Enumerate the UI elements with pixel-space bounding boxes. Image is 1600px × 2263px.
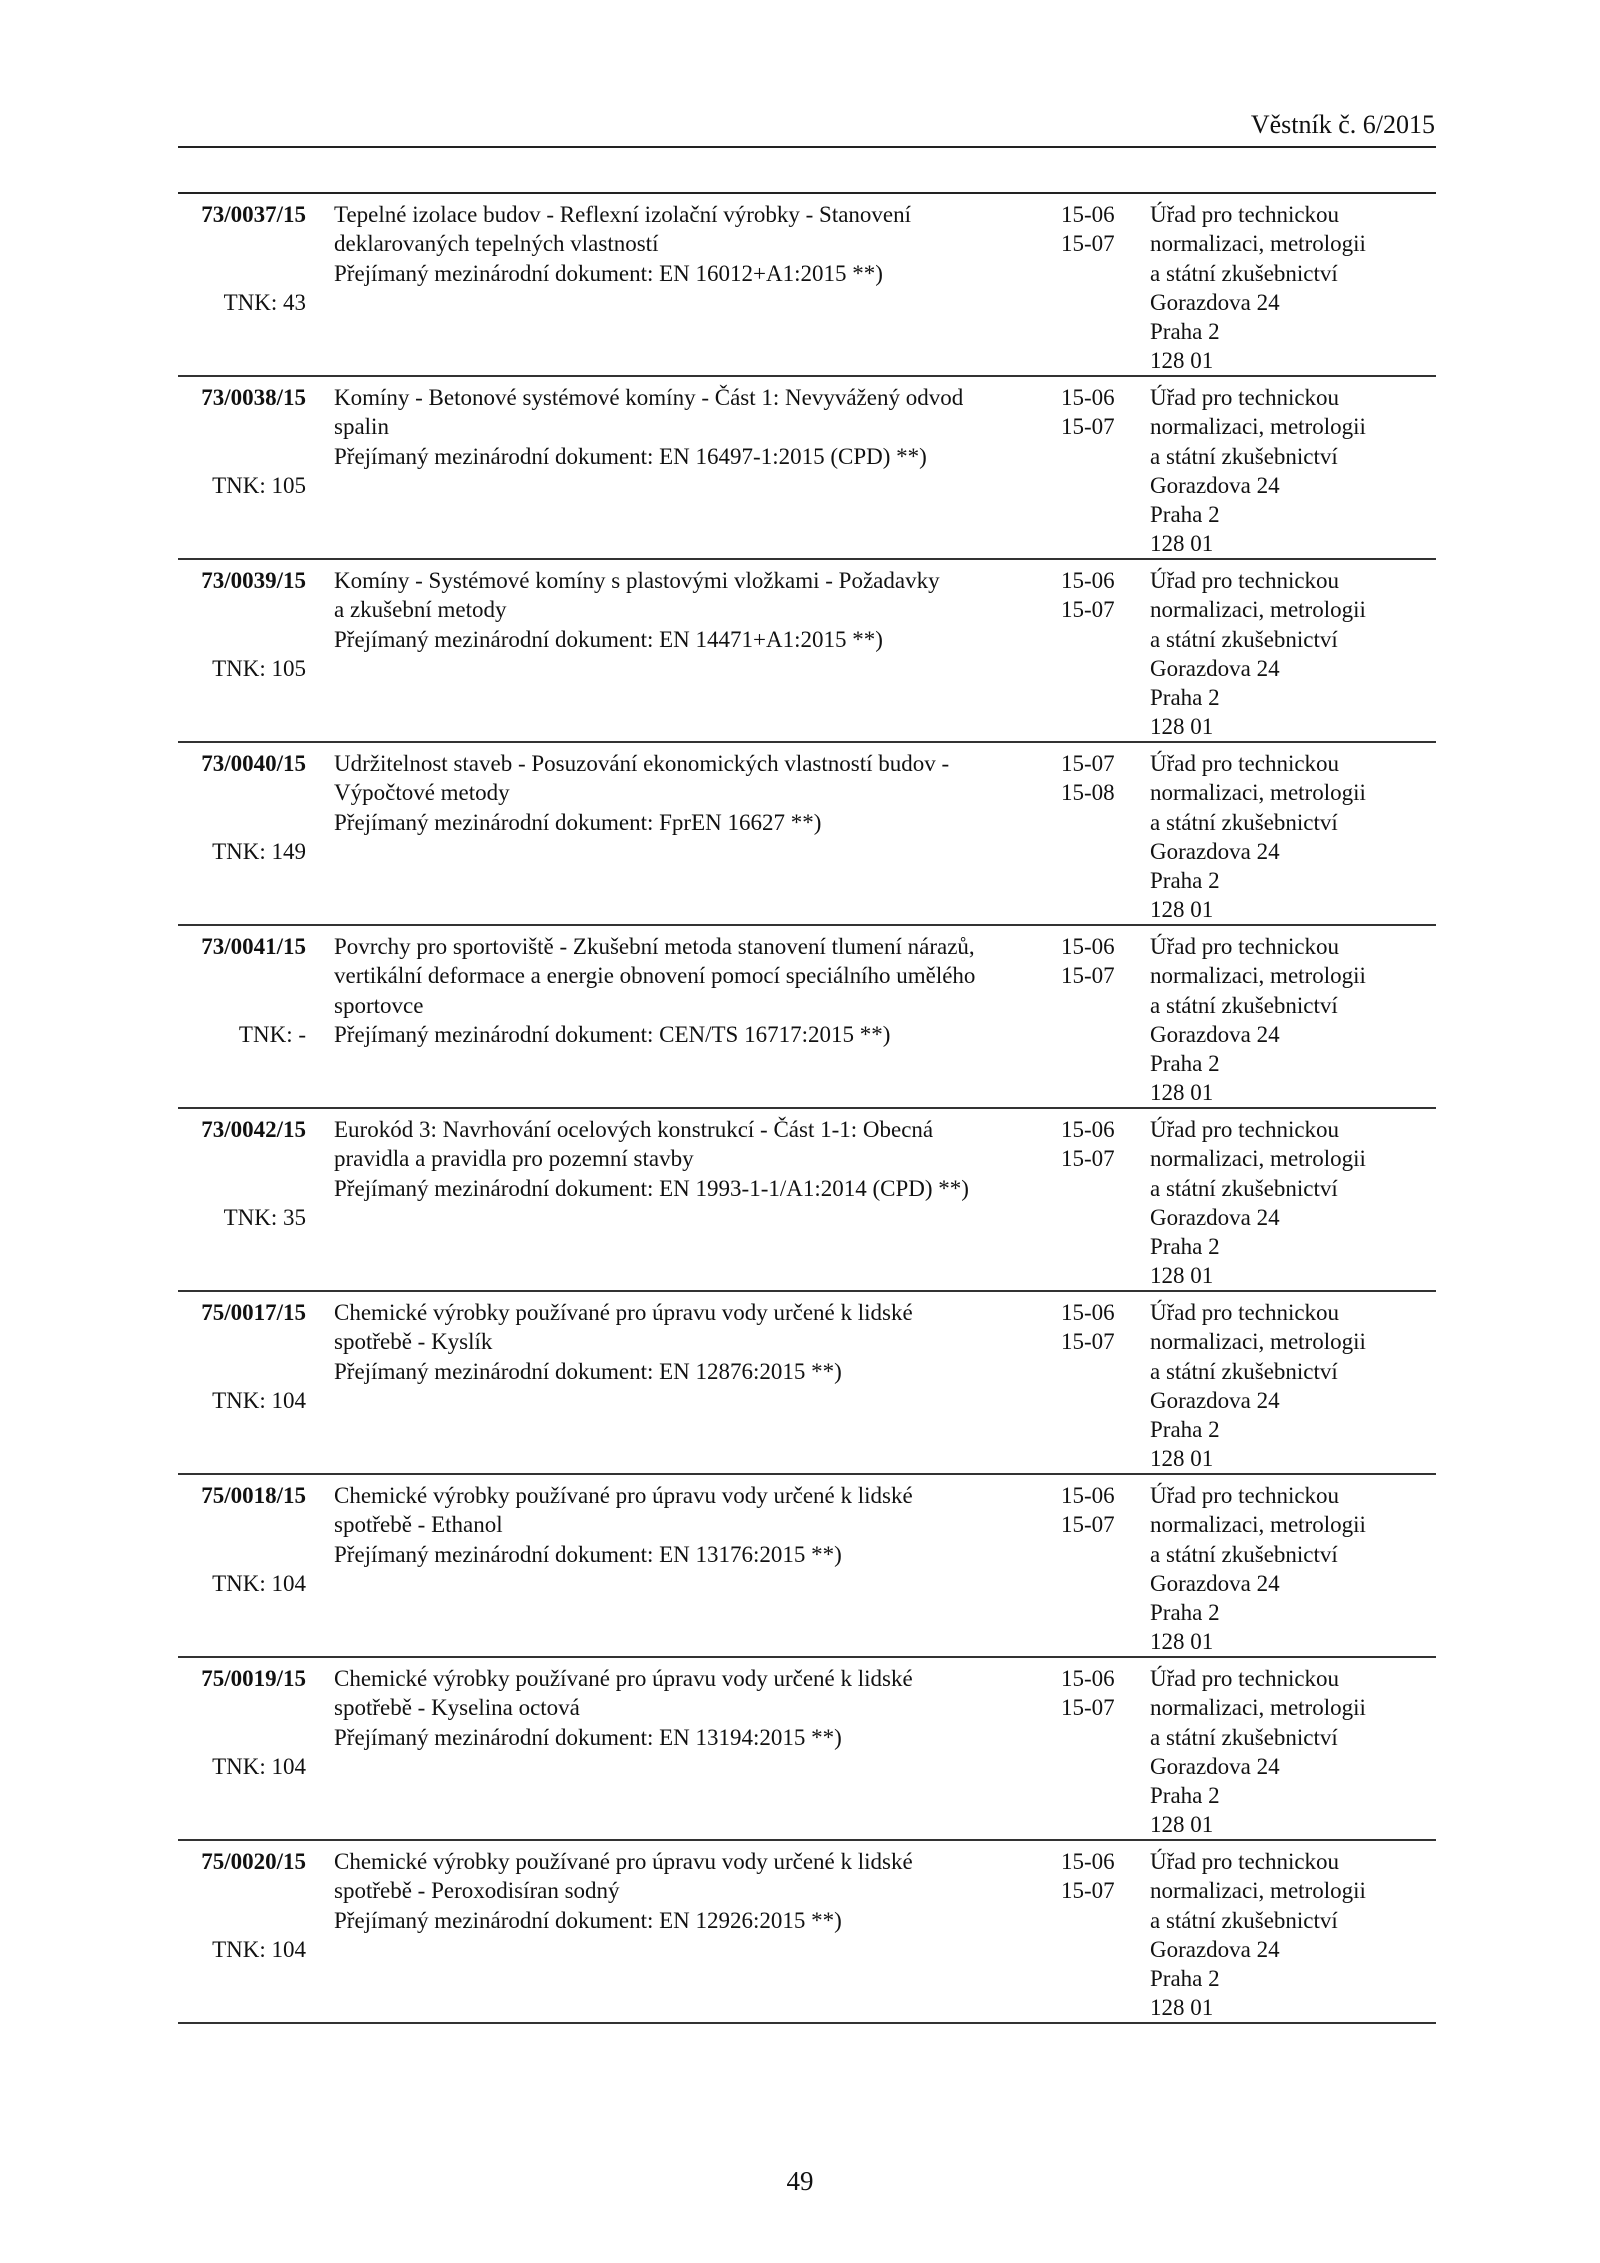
entry-address-line: a státní zkušebnictví — [1150, 992, 1338, 1018]
entry-address-line: normalizaci, metrologii — [1150, 1695, 1366, 1721]
entry-title-line: Výpočtové metody — [334, 780, 510, 806]
entry-address-line: Praha 2 — [1150, 319, 1220, 345]
entry-address-line: normalizaci, metrologii — [1150, 780, 1366, 806]
entry-title-line: spotřebě - Kyslík — [334, 1329, 493, 1355]
entry-date: 15-07 — [1061, 231, 1115, 257]
entry-address-line: Praha 2 — [1150, 1051, 1220, 1077]
entry-address-line: Úřad pro technickou — [1150, 385, 1340, 410]
entry-title-line: Povrchy pro sportoviště - Zkušební metoda stanovení tlumení nárazů, — [334, 934, 975, 959]
entry-date: 15-07 — [1061, 1512, 1115, 1538]
entry-tnk: TNK: 105 — [212, 473, 306, 498]
entry-id-cell — [178, 566, 306, 681]
entry-address-line: normalizaci, metrologii — [1150, 963, 1366, 989]
entry-id: 75/0020/15 — [201, 1849, 306, 1874]
entry-title-cell — [334, 932, 1034, 1049]
entry-address-line: Úřad pro technickou — [1150, 1483, 1340, 1508]
entry-dates-cell — [1061, 383, 1141, 442]
entry-id-cell — [178, 1847, 306, 1962]
entry-address-cell — [1150, 932, 1436, 1108]
entry-address-line: Gorazdova 24 — [1150, 1936, 1280, 1962]
entry-title-cell — [334, 749, 1034, 837]
entry-address-line: a státní zkušebnictví — [1150, 1358, 1338, 1384]
entry-address-line: a státní zkušebnictví — [1150, 626, 1338, 652]
entry-title-line: Přejímaný mezinárodní dokument: CEN/TS 16717:2015 **) — [334, 1021, 891, 1047]
entry-address-line: a státní zkušebnictví — [1150, 809, 1338, 835]
standards-table — [178, 192, 1436, 2024]
entry-title-line: Přejímaný mezinárodní dokument: EN 16497-1:2015 (CPD) **) — [334, 443, 927, 469]
entry-title-line: a zkušební metody — [334, 597, 507, 623]
entry-title-line: Přejímaný mezinárodní dokument: FprEN 16627 **) — [334, 809, 822, 835]
entry-dates-cell — [1061, 932, 1141, 991]
entry-address-line: Praha 2 — [1150, 502, 1220, 528]
entry-address-line: normalizaci, metrologii — [1150, 1329, 1366, 1355]
entry-title-line: spalin — [334, 414, 389, 440]
entry-date: 15-06 — [1061, 385, 1115, 410]
entry-tnk: TNK: 104 — [212, 1388, 306, 1413]
entry-address-line: 128 01 — [1150, 1446, 1214, 1472]
table-row — [178, 194, 1436, 377]
entry-dates-cell — [1061, 1664, 1141, 1723]
entry-address-line: Gorazdova 24 — [1150, 838, 1280, 864]
entry-title-line: sportovce — [334, 992, 424, 1018]
entry-date: 15-07 — [1061, 1329, 1115, 1355]
entry-title-cell — [334, 1847, 1034, 1935]
entry-date: 15-07 — [1061, 1146, 1115, 1172]
entry-address-line: normalizaci, metrologii — [1150, 1878, 1366, 1904]
entry-address-line: 128 01 — [1150, 1263, 1214, 1289]
entry-tnk: TNK: 43 — [223, 290, 306, 315]
entry-address-line: a státní zkušebnictví — [1150, 1907, 1338, 1933]
entry-title-line: Komíny - Betonové systémové komíny - Část 1: Nevyvážený odvod — [334, 385, 964, 410]
entry-title-line: Chemické výrobky používané pro úpravu vody určené k lidské — [334, 1483, 913, 1508]
entry-title-line: Udržitelnost staveb - Posuzování ekonomických vlastností budov - — [334, 751, 950, 776]
entry-date: 15-06 — [1061, 1483, 1115, 1508]
entry-address-cell — [1150, 566, 1436, 742]
entry-date: 15-06 — [1061, 568, 1115, 593]
entry-address-line: Gorazdova 24 — [1150, 655, 1280, 681]
entry-dates-cell — [1061, 566, 1141, 625]
entry-address-line: Praha 2 — [1150, 868, 1220, 894]
entry-title-cell — [334, 1115, 1034, 1203]
entry-address-line: 128 01 — [1150, 348, 1214, 374]
entry-address-line: Gorazdova 24 — [1150, 1570, 1280, 1596]
entry-address-line: normalizaci, metrologii — [1150, 1512, 1366, 1538]
entry-address-line: 128 01 — [1150, 531, 1214, 557]
table-row — [178, 1475, 1436, 1658]
entry-date: 15-07 — [1061, 597, 1115, 623]
entry-title-line: Tepelné izolace budov - Reflexní izolační výrobky - Stanovení — [334, 202, 912, 227]
entry-address-line: Praha 2 — [1150, 1417, 1220, 1443]
entry-address-line: 128 01 — [1150, 897, 1214, 923]
entry-title-cell — [334, 1664, 1034, 1752]
entry-address-line: Úřad pro technickou — [1150, 1666, 1340, 1691]
entry-address-line: a státní zkušebnictví — [1150, 1175, 1338, 1201]
entry-address-line: Gorazdova 24 — [1150, 1753, 1280, 1779]
entry-address-line: 128 01 — [1150, 1812, 1214, 1838]
entry-id: 75/0018/15 — [201, 1483, 306, 1508]
entry-address-line: Gorazdova 24 — [1150, 472, 1280, 498]
entry-address-line: Úřad pro technickou — [1150, 751, 1340, 776]
entry-address-cell — [1150, 1115, 1436, 1291]
entry-address-cell — [1150, 1664, 1436, 1840]
entry-title-line: deklarovaných tepelných vlastností — [334, 231, 659, 257]
entry-address-line: normalizaci, metrologii — [1150, 414, 1366, 440]
entry-title-cell — [334, 1298, 1034, 1386]
entry-id-cell — [178, 1115, 306, 1230]
entry-address-line: Praha 2 — [1150, 685, 1220, 711]
entry-tnk: TNK: 35 — [223, 1205, 306, 1230]
entry-address-cell — [1150, 200, 1436, 376]
entry-address-cell — [1150, 1847, 1436, 2023]
entry-address-line: Úřad pro technickou — [1150, 1300, 1340, 1325]
entry-address-line: Gorazdova 24 — [1150, 1204, 1280, 1230]
entry-title-line: spotřebě - Peroxodisíran sodný — [334, 1878, 620, 1904]
table-row — [178, 560, 1436, 743]
entry-id: 75/0019/15 — [201, 1666, 306, 1691]
entry-address-cell — [1150, 1298, 1436, 1474]
entry-title-line: Chemické výrobky používané pro úpravu vody určené k lidské — [334, 1666, 913, 1691]
entry-id-cell — [178, 200, 306, 315]
entry-address-line: 128 01 — [1150, 1080, 1214, 1106]
entry-title-line: vertikální deformace a energie obnovení pomocí speciálního umělého — [334, 963, 976, 989]
entry-date: 15-07 — [1061, 1695, 1115, 1721]
entry-address-line: Praha 2 — [1150, 1783, 1220, 1809]
entry-date: 15-07 — [1061, 1878, 1115, 1904]
page-number: 49 — [786, 2166, 814, 2196]
entry-tnk: TNK: 104 — [212, 1571, 306, 1596]
entry-address-line: Gorazdova 24 — [1150, 1021, 1280, 1047]
journal-issue: Věstník č. 6/2015 — [1250, 110, 1435, 139]
entry-address-line: 128 01 — [1150, 1995, 1214, 2021]
entry-address-line: Gorazdova 24 — [1150, 1387, 1280, 1413]
entry-date: 15-07 — [1061, 963, 1115, 989]
entry-address-line: normalizaci, metrologii — [1150, 597, 1366, 623]
entry-title-cell — [334, 383, 1034, 471]
entry-id: 73/0038/15 — [201, 385, 306, 410]
entry-dates-cell — [1061, 1481, 1141, 1540]
entry-address-line: a státní zkušebnictví — [1150, 1724, 1338, 1750]
entry-date: 15-08 — [1061, 780, 1115, 806]
entry-title-line: Přejímaný mezinárodní dokument: EN 13194:2015 **) — [334, 1724, 842, 1750]
entry-dates-cell — [1061, 749, 1141, 808]
entry-id-cell — [178, 1481, 306, 1596]
entry-address-line: a státní zkušebnictví — [1150, 443, 1338, 469]
entry-id: 73/0041/15 — [201, 934, 306, 959]
entry-title-line: Eurokód 3: Navrhování ocelových konstrukcí - Část 1-1: Obecná — [334, 1117, 934, 1142]
entry-id: 73/0040/15 — [201, 751, 306, 776]
entry-dates-cell — [1061, 1115, 1141, 1174]
table-row — [178, 1841, 1436, 2024]
entry-id-cell — [178, 749, 306, 864]
entry-id-cell — [178, 1298, 306, 1413]
table-row — [178, 743, 1436, 926]
entry-title-line: Chemické výrobky používané pro úpravu vody určené k lidské — [334, 1300, 913, 1325]
entry-address-line: Praha 2 — [1150, 1966, 1220, 1992]
entry-title-line: Přejímaný mezinárodní dokument: EN 12876:2015 **) — [334, 1358, 842, 1384]
entry-address-line: Úřad pro technickou — [1150, 1117, 1340, 1142]
entry-id: 73/0037/15 — [201, 202, 306, 227]
entry-tnk: TNK: 149 — [212, 839, 306, 864]
table-row — [178, 1658, 1436, 1841]
entry-id-cell — [178, 1664, 306, 1779]
entry-date: 15-06 — [1061, 1300, 1115, 1325]
entry-tnk: TNK: 104 — [212, 1937, 306, 1962]
entry-title-line: spotřebě - Ethanol — [334, 1512, 503, 1538]
entry-title-line: Přejímaný mezinárodní dokument: EN 12926:2015 **) — [334, 1907, 842, 1933]
entry-id: 75/0017/15 — [201, 1300, 306, 1325]
entry-date: 15-06 — [1061, 202, 1115, 227]
entry-id-cell — [178, 932, 306, 1047]
entry-title-line: spotřebě - Kyselina octová — [334, 1695, 580, 1721]
table-row — [178, 926, 1436, 1109]
entry-tnk: TNK: 105 — [212, 656, 306, 681]
entry-title-line: Přejímaný mezinárodní dokument: EN 16012+A1:2015 **) — [334, 260, 883, 286]
entry-title-line: pravidla a pravidla pro pozemní stavby — [334, 1146, 694, 1172]
entry-address-line: a státní zkušebnictví — [1150, 260, 1338, 286]
entry-date: 15-06 — [1061, 934, 1115, 959]
entry-address-line: Úřad pro technickou — [1150, 202, 1340, 227]
entry-address-line: Praha 2 — [1150, 1600, 1220, 1626]
entry-date: 15-07 — [1061, 414, 1115, 440]
entry-address-line: Gorazdova 24 — [1150, 289, 1280, 315]
entry-dates-cell — [1061, 1847, 1141, 1906]
entry-tnk: TNK: - — [238, 1022, 306, 1047]
entry-address-line: Úřad pro technickou — [1150, 1849, 1340, 1874]
entry-dates-cell — [1061, 200, 1141, 259]
entry-address-cell — [1150, 1481, 1436, 1657]
entry-address-line: normalizaci, metrologii — [1150, 231, 1366, 257]
entry-title-line: Přejímaný mezinárodní dokument: EN 14471+A1:2015 **) — [334, 626, 883, 652]
entry-address-line: 128 01 — [1150, 714, 1214, 740]
entry-address-line: a státní zkušebnictví — [1150, 1541, 1338, 1567]
entry-title-line: Přejímaný mezinárodní dokument: EN 1993-1-1/A1:2014 (CPD) **) — [334, 1175, 969, 1201]
entry-date: 15-06 — [1061, 1666, 1115, 1691]
entry-title-cell — [334, 1481, 1034, 1569]
entry-title-cell — [334, 566, 1034, 654]
entry-address-cell — [1150, 383, 1436, 559]
entry-date: 15-07 — [1061, 751, 1115, 776]
entry-title-cell — [334, 200, 1034, 288]
entry-id: 73/0039/15 — [201, 568, 306, 593]
entry-tnk: TNK: 104 — [212, 1754, 306, 1779]
entry-address-line: normalizaci, metrologii — [1150, 1146, 1366, 1172]
entry-address-line: Úřad pro technickou — [1150, 568, 1340, 593]
entry-address-cell — [1150, 749, 1436, 925]
entry-title-line: Komíny - Systémové komíny s plastovými vložkami - Požadavky — [334, 568, 940, 593]
entry-address-line: Úřad pro technickou — [1150, 934, 1340, 959]
entry-dates-cell — [1061, 1298, 1141, 1357]
entry-title-line: Chemické výrobky používané pro úpravu vody určené k lidské — [334, 1849, 913, 1874]
entry-title-line: Přejímaný mezinárodní dokument: EN 13176:2015 **) — [334, 1541, 842, 1567]
entry-id-cell — [178, 383, 306, 498]
entry-date: 15-06 — [1061, 1117, 1115, 1142]
table-row — [178, 377, 1436, 560]
entry-date: 15-06 — [1061, 1849, 1115, 1874]
entry-id: 73/0042/15 — [201, 1117, 306, 1142]
table-row — [178, 1109, 1436, 1292]
table-row — [178, 1292, 1436, 1475]
header-rule — [178, 146, 1436, 148]
entry-address-line: Praha 2 — [1150, 1234, 1220, 1260]
entry-address-line: 128 01 — [1150, 1629, 1214, 1655]
